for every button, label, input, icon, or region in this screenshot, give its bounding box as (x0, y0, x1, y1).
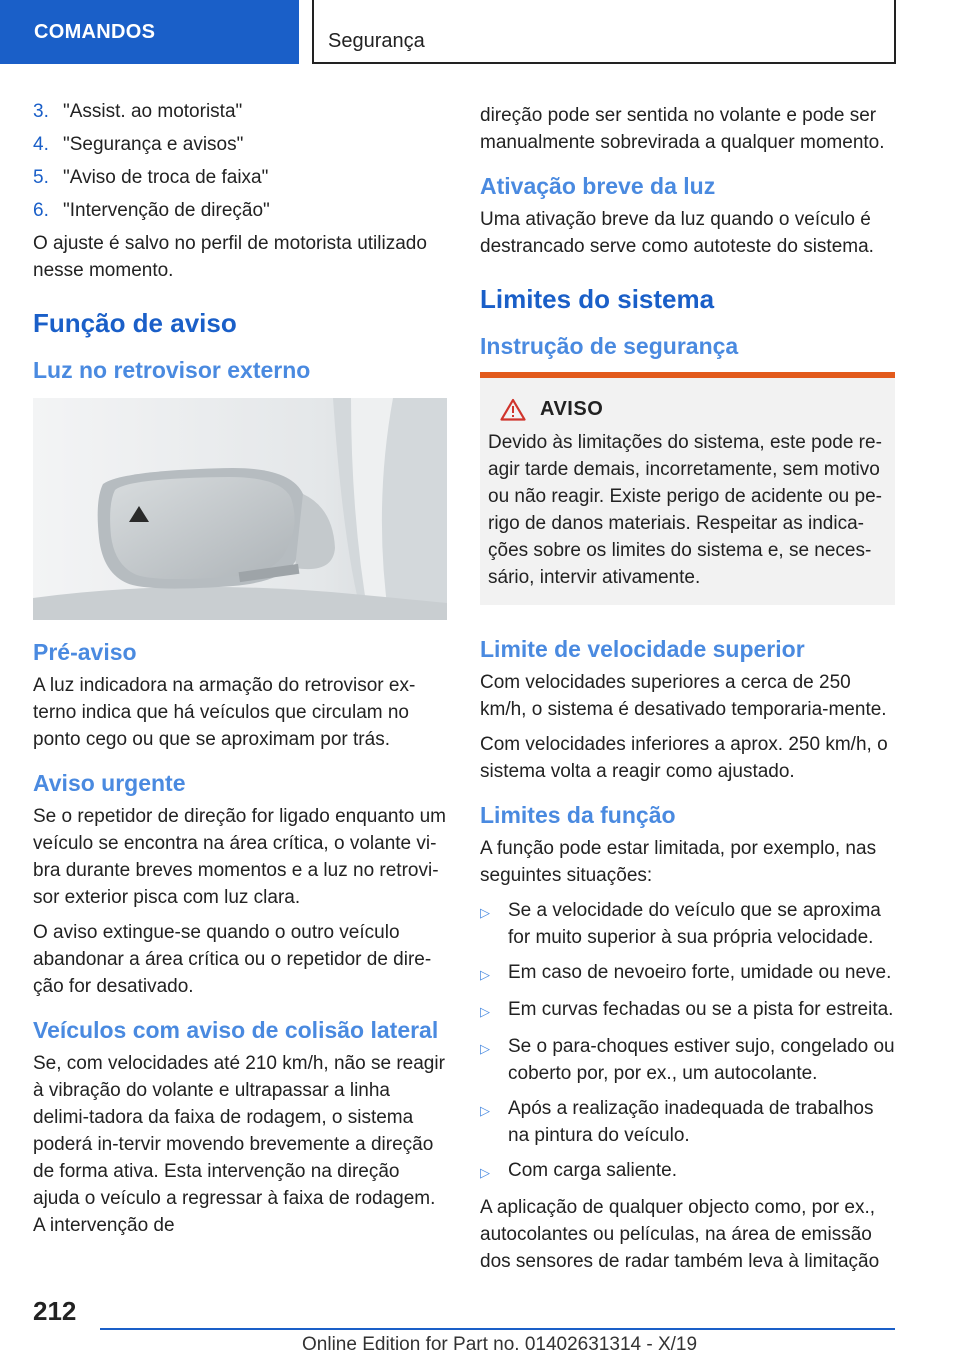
heading-instrucao-seguranca: Instrução de segurança (480, 333, 739, 359)
numbered-list (33, 98, 447, 224)
paragraph-pre-aviso: A luz indicadora na armação do retrovisor ex-terno indica que há veículos que circulam no ponto cego ou que se aproximam por trás. (33, 675, 416, 750)
heading-luz-retrovisor: Luz no retrovisor externo (33, 357, 311, 383)
list-item: ▷ Se o para-choques estiver sujo, congelado ou coberto por, por ex., um autocolante. (480, 1033, 895, 1087)
heading-aviso-urgente: Aviso urgente (33, 770, 186, 796)
list-item: ▷ Se a velocidade do veículo que se aproxima for muito superior à sua própria velocidade. (480, 897, 895, 951)
list-item: ▷ Em curvas fechadas ou se a pista for estreita. (480, 996, 895, 1025)
list-item: 5. "Aviso de troca de faixa" (33, 167, 269, 188)
heading-limites-sistema: Limites do sistema (480, 284, 715, 314)
list-item: 3. "Assist. ao motorista" (33, 101, 243, 122)
triangle-right-icon: ▷ (480, 967, 490, 982)
heading-colisao-lateral: Veículos com aviso de colisão lateral (33, 1017, 439, 1043)
page-number: 212 (33, 1296, 77, 1326)
list-item: 6. "Intervenção de direção" (33, 200, 270, 221)
left-column (33, 98, 447, 1247)
paragraph-ajuste: O ajuste é salvo no perfil de motorista utilizado nesse momento. (33, 233, 427, 281)
warning-text: Devido às limitações do sistema, este pode re-agir tarde demais, incorretamente, sem motivo ou não reagir. Existe perigo de acidente ou pe-rigo de danos materiais. Respeitar as indica-ções sobre os limites do sistema e, se neces-sário, intervir ativamente. (488, 432, 882, 588)
list-item: ▷ Com carga saliente. (480, 1157, 895, 1186)
bullet-list (480, 897, 895, 1186)
warning-box (480, 372, 895, 605)
paragraph-ativacao: Uma ativação breve da luz quando o veículo é destrancado serve como autoteste do sistema. (480, 209, 874, 257)
paragraph-colisao: Se, com velocidades até 210 km/h, não se reagir à vibração do volante e ultrapassar a linha delimi-tadora da faixa de rodagem, o sistema poderá in-tervir movendo brevemente a direção de forma ativa. Esta intervenção na direção ajuda o veículo a regressar à faixa de rodagem. A intervenção de (33, 1053, 445, 1236)
heading-limite-velocidade: Limite de velocidade superior (480, 636, 805, 662)
mirror-illustration (33, 398, 447, 620)
warning-header (488, 396, 887, 423)
triangle-right-icon: ▷ (480, 1103, 490, 1118)
triangle-right-icon: ▷ (480, 905, 490, 920)
heading-limites-funcao: Limites da função (480, 802, 676, 828)
list-item: ▷ Em caso de nevoeiro forte, umidade ou neve. (480, 959, 895, 988)
triangle-right-icon: ▷ (480, 1165, 490, 1180)
warning-label: AVISO (540, 398, 604, 420)
paragraph-funcao: A função pode estar limitada, por exemplo, nas seguintes situações: (480, 838, 877, 886)
paragraph-urgente-2: O aviso extingue-se quando o outro veículo abandonar a área crítica ou o repetidor de dire-ção for desativado. (33, 922, 432, 997)
chapter-tab: COMANDOS (0, 0, 299, 64)
heading-pre-aviso: Pré-aviso (33, 639, 137, 665)
heading-ativacao: Ativação breve da luz (480, 173, 716, 199)
paragraph-velocidade-1: Com velocidades superiores a cerca de 250 km/h, o sistema é desativado temporaria-mente. (480, 672, 887, 720)
triangle-right-icon: ▷ (480, 1041, 490, 1056)
section-title: Segurança (312, 0, 896, 64)
paragraph-continuation: direção pode ser sentida no volante e pode ser manualmente sobrevirada a qualquer momento. (480, 105, 885, 153)
footer-rule (100, 1328, 895, 1330)
paragraph-final: A aplicação de qualquer objecto como, por ex., autocolantes ou películas, na área de emissão dos sensores de radar também leva à limitação (480, 1197, 880, 1272)
list-item: 4. "Segurança e avisos" (33, 134, 244, 155)
heading-funcao-aviso: Função de aviso (33, 308, 237, 338)
right-column (480, 102, 895, 1283)
footer-edition: Online Edition for Part no. 01402631314 - X/19 (302, 1334, 698, 1355)
warning-triangle-icon (500, 398, 526, 421)
paragraph-velocidade-2: Com velocidades inferiores a aprox. 250 km/h, o sistema volta a reagir como ajustado. (480, 734, 888, 782)
paragraph-urgente-1: Se o repetidor de direção for ligado enquanto um veículo se encontra na área crítica, o volante vi-bra durante breves momentos e a luz no retrovi-sor exterior pisca com luz clara. (33, 806, 446, 908)
list-item: ▷ Após a realização inadequada de trabalhos na pintura do veículo. (480, 1095, 895, 1149)
triangle-right-icon: ▷ (480, 1004, 490, 1019)
